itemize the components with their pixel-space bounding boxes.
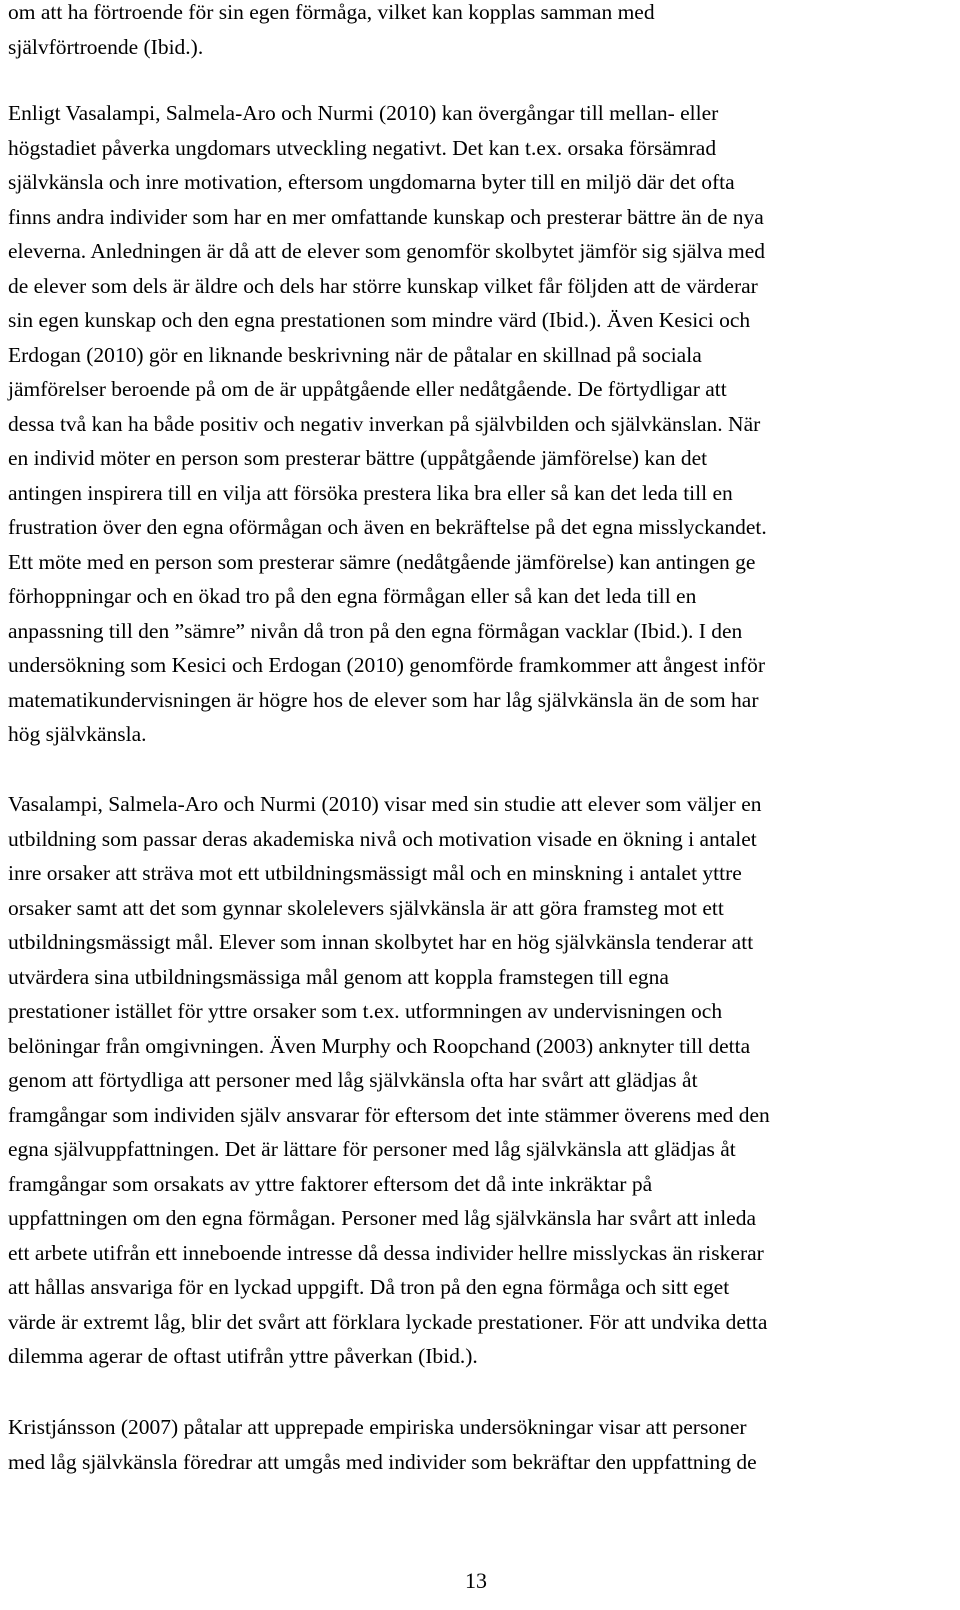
text-line: värde är extremt låg, blir det svårt att förklara lyckade prestationer. För att undvika detta	[8, 1309, 768, 1334]
document-page	[8, 0, 944, 1610]
text-line: framgångar som individen själv ansvarar för eftersom det inte stämmer överens med den	[8, 1102, 770, 1127]
paragraph-3	[8, 787, 770, 1374]
text-line: Erdogan (2010) gör en liknande beskrivning när de påtalar en skillnad på sociala	[8, 342, 702, 367]
text-line: anpassning till den ”sämre” nivån då tron på den egna förmågan vacklar (Ibid.). I den	[8, 618, 743, 643]
text-line: förhoppningar och en ökad tro på den egna förmågan eller så kan det leda till en	[8, 584, 697, 608]
text-line: eleverna. Anledningen är då att de elever som genomför skolbytet jämför sig själva med	[8, 239, 766, 263]
text-line: högstadiet påverka ungdomars utveckling negativt. Det kan t.ex. orsaka försämrad	[8, 135, 717, 160]
text-line: uppfattningen om den egna förmågan. Personer med låg självkänsla har svårt att inleda	[8, 1206, 757, 1230]
text-line: dessa två kan ha både positiv och negativ inverkan på självbilden och självkänslan. När	[8, 411, 761, 436]
text-line: att hållas ansvariga för en lyckad uppgift. Då tron på den egna förmåga och sitt eget	[8, 1275, 730, 1299]
text-line: Kristjánsson (2007) påtalar att upprepade empiriska undersökningar visar att personer	[8, 1415, 747, 1439]
text-line: genom att förtydliga att personer med låg självkänsla ofta har svårt att glädjas åt	[8, 1068, 698, 1092]
text-line: frustration över den egna oförmågan och även en bekräftelse på det egna misslyckandet.	[8, 515, 767, 539]
text-line: jämförelser beroende på om de är uppåtgående eller nedåtgående. De förtydligar att	[8, 377, 727, 401]
text-line: Ett möte med en person som presterar sämre (nedåtgående jämförelse) kan antingen ge	[8, 549, 756, 574]
text-line: de elever som dels är äldre och dels har större kunskap vilket får följden att de värderar	[8, 273, 758, 298]
text-line: undersökning som Kesici och Erdogan (2010) genomförde framkommer att ångest inför	[8, 653, 766, 677]
text-line: belöningar från omgivningen. Även Murphy och Roopchand (2003) anknyter till detta	[8, 1033, 751, 1058]
text-line: inre orsaker att sträva mot ett utbildningsmässigt mål och en minskning i antalet yttre	[8, 861, 742, 885]
text-line: finns andra individer som har en mer omfattande kunskap och presterar bättre än de nya	[8, 204, 764, 229]
text-line: Vasalampi, Salmela-Aro och Nurmi (2010) visar med sin studie att elever som väljer en	[8, 792, 762, 816]
text-line: hög självkänsla.	[8, 722, 147, 746]
text-line: Enligt Vasalampi, Salmela-Aro och Nurmi (2010) kan övergångar till mellan- eller	[8, 101, 719, 125]
text-line: prestationer istället för yttre orsaker som t.ex. utformningen av undervisningen och	[8, 999, 723, 1023]
paragraph-2	[8, 96, 767, 752]
text-line: om att ha förtroende för sin egen förmåga, vilket kan kopplas samman med	[8, 0, 655, 24]
text-line: självkänsla och inre motivation, eftersom ungdomarna byter till en miljö där det ofta	[8, 170, 735, 194]
paragraph-4	[8, 1410, 757, 1479]
text-line: självförtroende (Ibid.).	[8, 34, 204, 59]
text-line: ett arbete utifrån ett inneboende intresse då dessa individer hellre misslyckas än riskerar	[8, 1240, 764, 1265]
text-line: antingen inspirera till en vilja att försöka prestera lika bra eller så kan det leda till en	[8, 480, 733, 505]
text-line: orsaker samt att det som gynnar skolelevers självkänsla är att göra framsteg mot ett	[8, 895, 724, 920]
text-line: egna självuppfattningen. Det är lättare för personer med låg självkänsla att glädjas åt	[8, 1137, 736, 1161]
text-line: matematikundervisningen är högre hos de elever som har låg självkänsla än de som har	[8, 687, 759, 712]
page-number: 13	[465, 1568, 487, 1593]
text-line: en individ möter en person som presterar bättre (uppåtgående jämförelse) kan det	[8, 446, 708, 470]
text-line: framgångar som orsakats av yttre faktorer eftersom det då inte inkräktar på	[8, 1171, 653, 1196]
text-line: dilemma agerar de oftast utifrån yttre påverkan (Ibid.).	[8, 1344, 478, 1368]
text-line: utbildningsmässigt mål. Elever som innan skolbytet har en hög självkänsla tenderar att	[8, 930, 754, 954]
text-line: med låg självkänsla föredrar att umgås med individer som bekräftar den uppfattning de	[8, 1449, 757, 1474]
text-line: sin egen kunskap och den egna prestationen som mindre värd (Ibid.). Även Kesici och	[8, 308, 751, 332]
text-line: utbildning som passar deras akademiska nivå och motivation visade en ökning i antalet	[8, 826, 757, 851]
paragraph-1	[8, 0, 655, 64]
text-line: utvärdera sina utbildningsmässiga mål genom att koppla framstegen till egna	[8, 964, 669, 989]
